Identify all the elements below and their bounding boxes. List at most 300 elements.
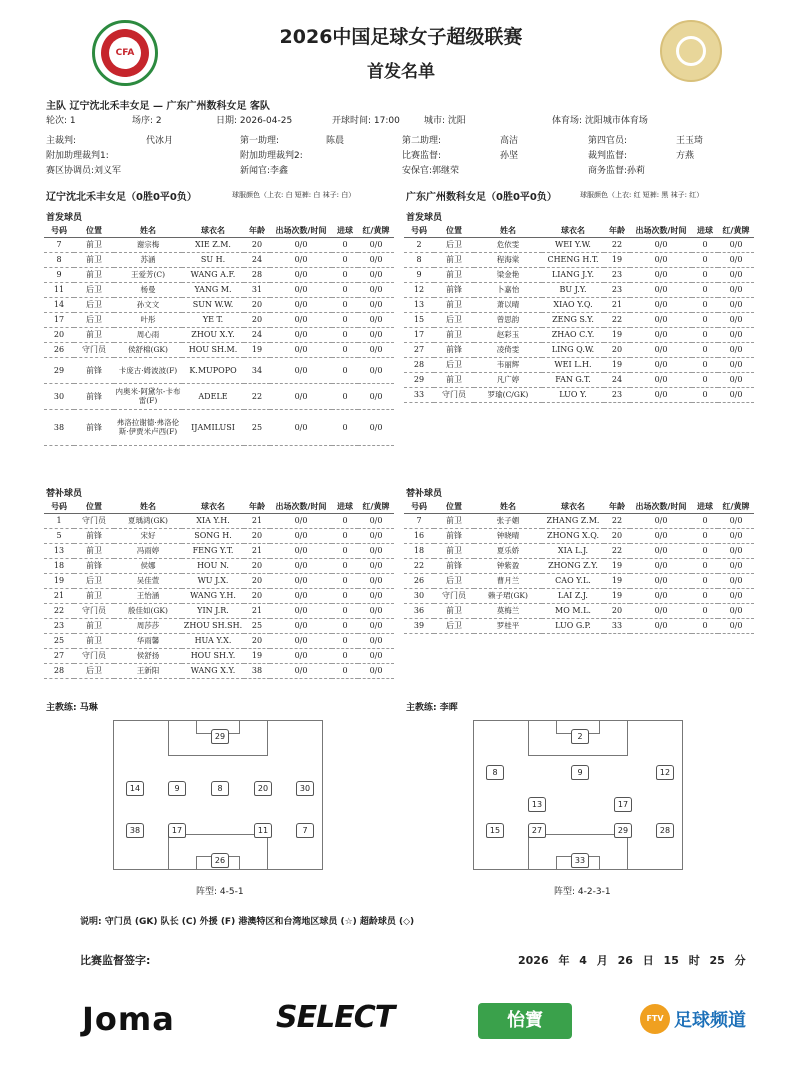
column-header: 年龄 <box>244 500 270 513</box>
table-cell: 0/0 <box>358 618 394 633</box>
table-cell: SU H. <box>182 252 244 267</box>
table-cell: 0/0 <box>270 543 332 558</box>
table-cell: 前卫 <box>434 327 474 342</box>
table-cell: 侯舒扬 <box>114 648 182 663</box>
table-cell: SONG H. <box>182 528 244 543</box>
table-cell: 0/0 <box>630 372 692 387</box>
table-cell: 0/0 <box>358 603 394 618</box>
table-cell: HUA Y.X. <box>182 633 244 648</box>
table-cell: 21 <box>604 297 630 312</box>
table-cell: 程海棠 <box>474 252 542 267</box>
teams-line: 主队 辽宁沈北禾丰女足 — 广东广州数科女足 客队 <box>46 101 270 112</box>
table-cell: 后卫 <box>74 573 114 588</box>
column-header: 号码 <box>44 500 74 513</box>
table-cell: 8 <box>44 252 74 267</box>
table-cell: WANG A.F. <box>182 267 244 282</box>
table-cell: WANG Y.H. <box>182 588 244 603</box>
player-shirt-icon: 26 <box>211 853 229 868</box>
table-cell: 殷佳如(GK) <box>114 603 182 618</box>
table-cell: 0/0 <box>630 327 692 342</box>
table-cell: 0/0 <box>718 327 754 342</box>
table-row <box>404 618 754 633</box>
table-cell: 0/0 <box>630 387 692 402</box>
table-cell: 华雨馨 <box>114 633 182 648</box>
column-header: 红/黄牌 <box>718 224 754 237</box>
table-cell: 守门员 <box>434 588 474 603</box>
table-cell: 28 <box>244 267 270 282</box>
table-row <box>404 252 754 267</box>
table-row <box>404 558 754 573</box>
player-shirt-icon: 38 <box>126 823 144 838</box>
table-cell: 24 <box>244 252 270 267</box>
official-label: 第二助理: <box>402 136 442 146</box>
table-cell: 26 <box>44 342 74 357</box>
table-cell: 杨曼 <box>114 282 182 297</box>
table-cell: 莫梅兰 <box>474 603 542 618</box>
table-cell: 0 <box>332 558 358 573</box>
player-shirt-icon: 29 <box>211 729 229 744</box>
table-cell: 0/0 <box>358 327 394 342</box>
table-row <box>404 528 754 543</box>
table-cell: 0 <box>692 327 718 342</box>
table-cell: 前卫 <box>74 618 114 633</box>
table-cell: 0/0 <box>630 573 692 588</box>
sponsor-select-logo: SELECT <box>276 1000 395 1035</box>
table-cell: 0/0 <box>630 237 692 252</box>
table-cell: 27 <box>404 342 434 357</box>
table-cell: 侯娜 <box>114 558 182 573</box>
column-header: 进球 <box>332 224 358 237</box>
table-row <box>404 513 754 528</box>
table-cell: 0 <box>332 603 358 618</box>
table-cell: 20 <box>604 342 630 357</box>
table-cell: 0 <box>692 618 718 633</box>
table-cell: 0 <box>332 383 358 409</box>
player-shirt-icon: 11 <box>254 823 272 838</box>
table-cell: 0/0 <box>718 372 754 387</box>
table-cell: 8 <box>404 252 434 267</box>
table-row <box>404 357 754 372</box>
column-header: 姓名 <box>114 224 182 237</box>
table-cell: 34 <box>244 357 270 383</box>
table-cell: 钟紫盈 <box>474 558 542 573</box>
table-cell: 0 <box>692 282 718 297</box>
table-cell: 0/0 <box>270 528 332 543</box>
table-cell: 0/0 <box>718 513 754 528</box>
table-cell: 前卫 <box>74 588 114 603</box>
table-row <box>404 312 754 327</box>
table-cell: 22 <box>44 603 74 618</box>
table-cell: 9 <box>44 267 74 282</box>
table-cell: 16 <box>404 528 434 543</box>
column-header: 球衣名 <box>182 224 244 237</box>
page-title: 2026中国足球女子超级联赛 <box>279 26 523 48</box>
table-cell: 0/0 <box>630 603 692 618</box>
table-cell: 0/0 <box>358 342 394 357</box>
table-cell: 0 <box>332 543 358 558</box>
table-cell: 内奥米·阿黛尔-卡布雷(F) <box>114 383 182 409</box>
table-row <box>44 297 394 312</box>
table-cell: 0/0 <box>270 312 332 327</box>
table-cell: 苏涵 <box>114 252 182 267</box>
table-cell: 25 <box>44 633 74 648</box>
legend-note: 说明: 守门员 (GK) 队长 (C) 外援 (F) 港澳特区和台湾地区球员 (☆) 超龄球员 (◇) <box>80 917 415 927</box>
table-cell: 29 <box>404 372 434 387</box>
official-label: 第四官员: <box>588 136 628 146</box>
table-cell: 0/0 <box>630 252 692 267</box>
table-cell: 7 <box>44 237 74 252</box>
table-cell: 20 <box>44 327 74 342</box>
table-cell: 22 <box>404 558 434 573</box>
table-row <box>44 648 394 663</box>
column-header: 年龄 <box>244 224 270 237</box>
home-team-name: 辽宁沈北禾丰女足（0胜0平0负） <box>46 192 197 203</box>
table-cell: 前卫 <box>434 297 474 312</box>
table-cell: 20 <box>604 528 630 543</box>
table-cell: WANG X.Y. <box>182 663 244 678</box>
table-cell: 20 <box>244 588 270 603</box>
table-cell: 前锋 <box>434 558 474 573</box>
table-cell: 0/0 <box>630 312 692 327</box>
table-cell: XIE Z.M. <box>182 237 244 252</box>
table-cell: LUO G.P. <box>542 618 604 633</box>
table-row <box>44 267 394 282</box>
table-cell: 0/0 <box>718 237 754 252</box>
table-row <box>44 327 394 342</box>
table-cell: 21 <box>244 543 270 558</box>
table-cell: 0 <box>692 528 718 543</box>
table-cell: 0 <box>692 237 718 252</box>
table-cell: 0/0 <box>718 603 754 618</box>
table-cell: 前锋 <box>74 558 114 573</box>
table-cell: 0/0 <box>358 633 394 648</box>
table-cell: 22 <box>604 312 630 327</box>
table-cell: 0/0 <box>630 282 692 297</box>
table-row <box>44 237 394 252</box>
column-header: 号码 <box>44 224 74 237</box>
table-cell: 0/0 <box>630 267 692 282</box>
ftv-channel-name: 足球频道 <box>674 1010 746 1031</box>
table-cell: 0/0 <box>270 573 332 588</box>
table-cell: 前锋 <box>434 282 474 297</box>
table-cell: 0 <box>692 603 718 618</box>
player-shirt-icon: 29 <box>614 823 632 838</box>
table-cell: 0/0 <box>270 252 332 267</box>
table-row <box>404 603 754 618</box>
home-subs-label: 替补球员 <box>46 489 83 499</box>
table-cell: 28 <box>44 663 74 678</box>
table-cell: 38 <box>44 409 74 445</box>
table-cell: 26 <box>404 573 434 588</box>
table-cell: ZENG S.Y. <box>542 312 604 327</box>
table-cell: 0/0 <box>358 663 394 678</box>
player-shirt-icon: 15 <box>486 823 504 838</box>
player-shirt-icon: 20 <box>254 781 272 796</box>
table-cell: 前锋 <box>74 383 114 409</box>
table-cell: MO M.L. <box>542 603 604 618</box>
official-label: 安保官:郭继荣 <box>402 166 460 176</box>
table-cell: 21 <box>244 513 270 528</box>
signature-date: 2026 年 4 月 26 日 15 时 25 分 <box>518 954 746 967</box>
table-cell: 前卫 <box>434 372 474 387</box>
player-shirt-icon: 12 <box>656 765 674 780</box>
player-shirt-icon: 2 <box>571 729 589 744</box>
table-cell: 守门员 <box>434 387 474 402</box>
table-cell: 0/0 <box>358 267 394 282</box>
table-cell: CHENG H.T. <box>542 252 604 267</box>
table-cell: 2 <box>404 237 434 252</box>
column-header: 球衣名 <box>542 224 604 237</box>
table-cell: 0 <box>332 648 358 663</box>
table-cell: 0/0 <box>358 252 394 267</box>
table-cell: 22 <box>604 543 630 558</box>
table-cell: 20 <box>244 573 270 588</box>
table-cell: 后卫 <box>434 312 474 327</box>
table-cell: 0/0 <box>358 357 394 383</box>
table-cell: 19 <box>244 648 270 663</box>
table-cell: 30 <box>404 588 434 603</box>
table-row <box>404 372 754 387</box>
table-cell: 28 <box>404 357 434 372</box>
away-subs-label: 替补球员 <box>406 489 443 499</box>
table-cell: 0/0 <box>718 558 754 573</box>
table-cell: 0 <box>692 387 718 402</box>
table-cell: 20 <box>244 312 270 327</box>
column-header: 位置 <box>434 224 474 237</box>
table-cell: SUN W.W. <box>182 297 244 312</box>
table-row <box>404 282 754 297</box>
table-cell: 0 <box>332 252 358 267</box>
official-label: 附加助理裁判1: <box>46 151 109 161</box>
table-row <box>44 663 394 678</box>
table-cell: 张子媚 <box>474 513 542 528</box>
table-cell: 后卫 <box>434 237 474 252</box>
official-name: 孙坚 <box>500 151 519 161</box>
column-header: 年龄 <box>604 500 630 513</box>
table-cell: FENG Y.T. <box>182 543 244 558</box>
table-cell: 21 <box>244 603 270 618</box>
away-team-name: 广东广州数科女足（0胜0平0负） <box>406 192 557 203</box>
table-cell: 21 <box>44 588 74 603</box>
table-cell: 20 <box>244 237 270 252</box>
table-cell: 前卫 <box>74 327 114 342</box>
column-header: 进球 <box>692 500 718 513</box>
table-cell: 0 <box>332 573 358 588</box>
table-row <box>404 327 754 342</box>
table-cell: 9 <box>404 267 434 282</box>
table-cell: 0/0 <box>270 588 332 603</box>
column-header: 进球 <box>332 500 358 513</box>
table-cell: 22 <box>604 237 630 252</box>
player-shirt-icon: 8 <box>211 781 229 796</box>
table-row <box>404 342 754 357</box>
table-cell: 0/0 <box>630 342 692 357</box>
table-row <box>44 282 394 297</box>
table-cell: 0 <box>692 312 718 327</box>
player-shirt-icon: 33 <box>571 853 589 868</box>
table-cell: 守门员 <box>74 513 114 528</box>
table-cell: 0/0 <box>270 633 332 648</box>
official-label: 商务监督:孙莉 <box>588 166 646 176</box>
table-cell: 0/0 <box>358 409 394 445</box>
table-row <box>404 543 754 558</box>
table-cell: 0/0 <box>270 267 332 282</box>
table-cell: 20 <box>244 558 270 573</box>
player-shirt-icon: 9 <box>168 781 186 796</box>
table-cell: 前卫 <box>434 267 474 282</box>
table-cell: 后卫 <box>74 312 114 327</box>
table-cell: 冯雨婷 <box>114 543 182 558</box>
home-kit-colors: 球服颜色（上衣: 白 短裤: 白 袜子: 白） <box>232 191 356 199</box>
table-cell: 前卫 <box>434 252 474 267</box>
table-cell: 0/0 <box>270 663 332 678</box>
table-cell: 0/0 <box>270 618 332 633</box>
table-cell: 后卫 <box>74 297 114 312</box>
table-cell: 0/0 <box>630 528 692 543</box>
player-shirt-icon: 14 <box>126 781 144 796</box>
table-row <box>404 588 754 603</box>
table-cell: 20 <box>244 633 270 648</box>
table-cell: 王怡涵 <box>114 588 182 603</box>
table-cell: BU J.Y. <box>542 282 604 297</box>
table-cell: 0/0 <box>630 543 692 558</box>
table-cell: 萧以晴 <box>474 297 542 312</box>
table-cell: 22 <box>244 383 270 409</box>
match-date: 日期: 2026-04-25 <box>216 116 293 126</box>
table-row <box>44 588 394 603</box>
table-cell: 0 <box>332 409 358 445</box>
table-cell: 0 <box>692 357 718 372</box>
table-cell: 周心雨 <box>114 327 182 342</box>
table-cell: 凌倚雯 <box>474 342 542 357</box>
table-cell: 0 <box>332 528 358 543</box>
table-cell: 33 <box>404 387 434 402</box>
table-cell: 0/0 <box>270 297 332 312</box>
table-cell: 王新阳 <box>114 663 182 678</box>
table-cell: 前锋 <box>434 528 474 543</box>
table-cell: 0/0 <box>270 342 332 357</box>
table-cell: 20 <box>244 528 270 543</box>
table-cell: 0/0 <box>718 528 754 543</box>
table-row <box>404 237 754 252</box>
table-row <box>44 252 394 267</box>
table-cell: 0/0 <box>358 383 394 409</box>
table-cell: ADELE <box>182 383 244 409</box>
round: 轮次: 1 <box>46 116 76 126</box>
player-shirt-icon: 7 <box>296 823 314 838</box>
table-cell: 0/0 <box>718 588 754 603</box>
table-cell: 0 <box>692 558 718 573</box>
table-cell: 宋好 <box>114 528 182 543</box>
table-cell: 前锋 <box>434 342 474 357</box>
table-cell: 24 <box>244 327 270 342</box>
signature-label: 比赛监督签字: <box>80 954 151 967</box>
table-cell: ZHANG Z.M. <box>542 513 604 528</box>
table-cell: 33 <box>604 618 630 633</box>
table-cell: 0/0 <box>630 357 692 372</box>
table-cell: 0/0 <box>718 543 754 558</box>
column-header: 姓名 <box>474 500 542 513</box>
player-shirt-icon: 17 <box>168 823 186 838</box>
table-row <box>404 573 754 588</box>
table-cell: 23 <box>44 618 74 633</box>
table-cell: 后卫 <box>434 357 474 372</box>
table-cell: 0 <box>332 588 358 603</box>
table-cell: 0 <box>332 267 358 282</box>
home-starters-table <box>44 224 394 446</box>
table-cell: 0/0 <box>358 543 394 558</box>
table-cell: LAI Z.J. <box>542 588 604 603</box>
table-cell: 0/0 <box>718 297 754 312</box>
away-starters-table <box>404 224 754 403</box>
table-cell: 36 <box>404 603 434 618</box>
table-row <box>44 633 394 648</box>
table-cell: 前锋 <box>74 409 114 445</box>
table-cell: 0/0 <box>270 409 332 445</box>
home-coach: 主教练: 马琳 <box>46 703 98 713</box>
table-cell: 0/0 <box>270 558 332 573</box>
table-cell: 0/0 <box>270 648 332 663</box>
table-row <box>44 357 394 383</box>
table-cell: 0 <box>332 357 358 383</box>
official-name: 高洁 <box>500 136 519 146</box>
table-cell: 危依雯 <box>474 237 542 252</box>
table-cell: 0/0 <box>358 513 394 528</box>
table-cell: 27 <box>44 648 74 663</box>
table-cell: ZHAO C.Y. <box>542 327 604 342</box>
page-subtitle: 首发名单 <box>367 62 435 82</box>
table-cell: 守门员 <box>74 342 114 357</box>
column-header: 出场次数/时间 <box>630 224 692 237</box>
away-starters-label: 首发球员 <box>406 213 443 223</box>
table-cell: 0/0 <box>630 297 692 312</box>
column-header: 球衣名 <box>182 500 244 513</box>
official-label: 附加助理裁判2: <box>240 151 303 161</box>
table-cell: 0 <box>332 312 358 327</box>
table-cell: 后卫 <box>74 282 114 297</box>
table-cell: 5 <box>44 528 74 543</box>
player-shirt-icon: 8 <box>486 765 504 780</box>
column-header: 姓名 <box>114 500 182 513</box>
table-cell: HOU SH.M. <box>182 342 244 357</box>
official-name: 陈晨 <box>326 136 345 146</box>
table-cell: 前卫 <box>434 603 474 618</box>
table-cell: 22 <box>604 513 630 528</box>
table-cell: 17 <box>404 327 434 342</box>
column-header: 位置 <box>434 500 474 513</box>
column-header: 球衣名 <box>542 500 604 513</box>
table-cell: 0 <box>332 633 358 648</box>
table-cell: 0 <box>692 297 718 312</box>
table-cell: 0 <box>332 237 358 252</box>
table-row <box>44 603 394 618</box>
player-shirt-icon: 30 <box>296 781 314 796</box>
table-cell: 23 <box>604 267 630 282</box>
table-cell: 守门员 <box>74 603 114 618</box>
official-name: 王玉琦 <box>676 136 704 146</box>
table-row <box>44 618 394 633</box>
table-cell: 38 <box>244 663 270 678</box>
official-label: 第一助理: <box>240 136 280 146</box>
table-cell: WEI Y.W. <box>542 237 604 252</box>
column-header: 红/黄牌 <box>358 224 394 237</box>
table-cell: 39 <box>404 618 434 633</box>
table-cell: 18 <box>44 558 74 573</box>
player-shirt-icon: 13 <box>528 797 546 812</box>
table-cell: 0 <box>692 513 718 528</box>
column-header: 位置 <box>74 224 114 237</box>
official-label: 裁判监督: <box>588 151 628 161</box>
